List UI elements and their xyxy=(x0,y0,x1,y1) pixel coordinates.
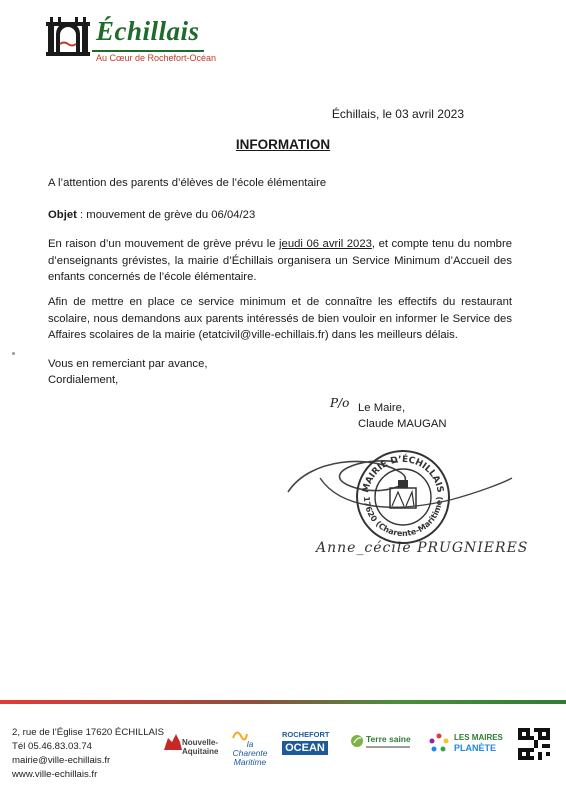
partner-terre-saine xyxy=(350,732,412,762)
brand-tagline: Au Cœur de Rochefort-Océan xyxy=(96,53,217,63)
strike-date: jeudi 06 avril 2023 xyxy=(279,238,372,250)
closing-line-2: Cordialement, xyxy=(48,374,119,386)
letter-title: INFORMATION xyxy=(235,137,331,152)
partner-maires-planete xyxy=(428,730,504,764)
partner-rochefort-ocean xyxy=(282,730,328,766)
charente-maritime-label: la Charente Maritime xyxy=(232,739,268,767)
paragraph-canteen: Afin de mettre en place ce service minimum et de connaître les effectifs du restaurant scolaire, nous demandons aux parents intéressés de bien vouloir en informer le Service des Affaires scolaires de la mairie (etatcivil@ville-echillais.fr) dans les meilleurs délais. xyxy=(48,296,512,341)
objet-sep: : xyxy=(76,209,87,221)
para1-after: , et compte tenu du nombre d’enseignants grévistes, la mairie d’Échillais organisera un Service Minimum d’Accueil des enfants concernés de l’école élémentaire. xyxy=(48,238,512,283)
terre-saine-rule xyxy=(366,746,410,748)
objet-line xyxy=(48,207,512,224)
para1-before: En raison d’un mouvement de grève prévu le xyxy=(48,238,280,250)
signatory-role: Le Maire, xyxy=(358,402,406,414)
town-gate-logo-icon xyxy=(44,14,92,58)
handwritten-signatory: Anne_cécile PRUGNIERES xyxy=(316,540,529,556)
official-stamp-icon xyxy=(354,448,452,546)
terre-saine-label: Terre saine xyxy=(366,734,411,744)
closing-line-1: Vous en remerciant par avance, xyxy=(48,358,208,370)
partner-nouvelle-aquitaine xyxy=(162,732,218,766)
stamp-bottom-text: 17620 (Charente-Maritime) xyxy=(361,496,445,539)
leaf-icon xyxy=(350,734,364,748)
people-circle-icon xyxy=(428,732,450,754)
footer-color-rule xyxy=(0,700,566,704)
footer-address: 2, rue de l’Église 17620 ÉCHILLAIS xyxy=(12,727,164,738)
footer-phone: Tél 05.46.83.03.74 xyxy=(12,741,93,752)
letter-date: Échillais, le 03 avril 2023 xyxy=(331,107,464,121)
objet-label: Objet xyxy=(48,209,77,221)
nouvelle-aquitaine-label: Nouvelle-Aquitaine xyxy=(182,738,219,756)
po-mark: P/o xyxy=(330,396,350,410)
footer-address-block xyxy=(12,726,164,782)
qr-code-icon xyxy=(518,728,550,760)
ocean-label: OCEAN xyxy=(282,741,328,755)
objet-text: mouvement de grève du 06/04/23 xyxy=(86,209,256,221)
signatory-name: Claude MAUGAN xyxy=(358,418,447,430)
footer-email[interactable]: mairie@ville-echillais.fr xyxy=(12,755,111,766)
lion-icon xyxy=(162,732,184,752)
les-maires-label: LES MAIRES xyxy=(454,733,503,742)
attention-line: A l’attention des parents d’élèves de l’école élémentaire xyxy=(48,177,327,189)
footer-website[interactable]: www.ville-echillais.fr xyxy=(12,769,98,780)
scan-speck xyxy=(12,352,15,355)
paragraph-strike-notice xyxy=(48,236,512,286)
brand-underline xyxy=(92,50,204,52)
rochefort-label: ROCHEFORT xyxy=(282,730,330,739)
partner-charente-maritime xyxy=(230,728,270,768)
brand-name: Échillais xyxy=(96,16,200,46)
stamp-top-text: MAIRIE D’ÉCHILLAIS xyxy=(361,454,445,494)
planete-label: PLANÈTE xyxy=(454,743,497,753)
